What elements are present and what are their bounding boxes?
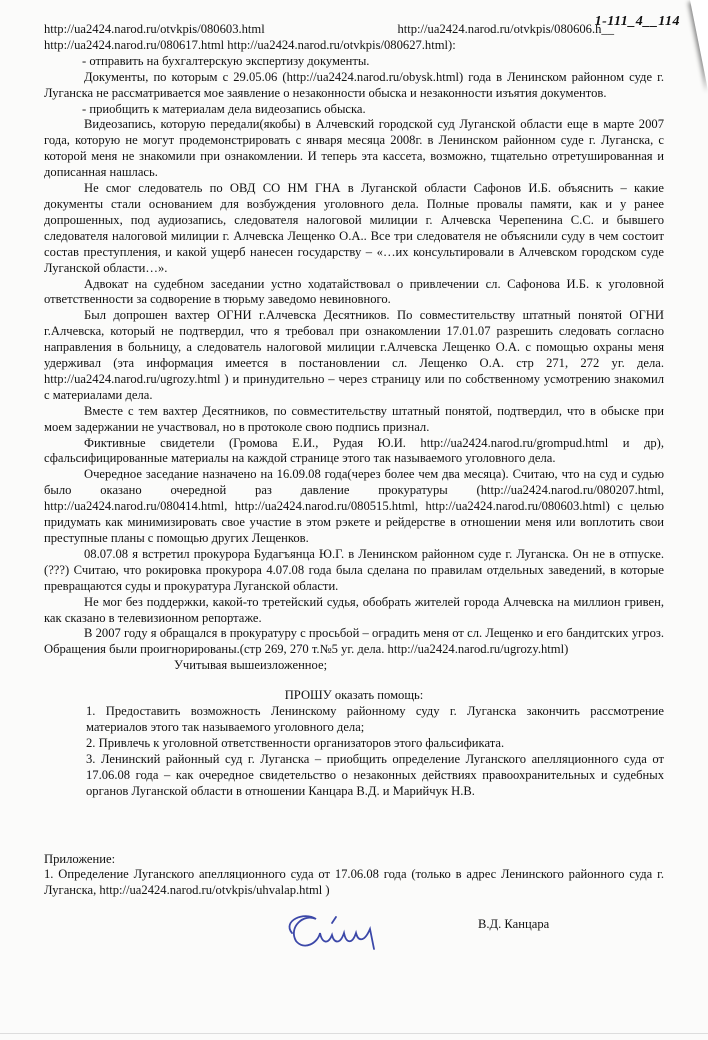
request-item-1: 1. Предоставить возможность Ленинскому районному суду г. Луганска закончить рассмотрение материалов этого так называемого уголовного дела; [86, 704, 664, 734]
spacer [44, 800, 664, 826]
bullet-video-recording: - приобщить к материалам дела видеозапись обыска. [82, 101, 366, 116]
considering-line: Учитывая вышеизложенное; [174, 658, 328, 673]
page-bottom-edge [0, 1033, 708, 1034]
signature-block [44, 903, 664, 973]
spacer [44, 826, 664, 852]
signature-name: В.Д. Канцара [478, 917, 550, 932]
request-title: ПРОШУ оказать помощь: [284, 688, 424, 703]
paragraph-watchman-signature: Вместе с тем вахтер Десятников, по совместительству штатный понятой, подтвердил, что в обыске при моем задержании не участвовал, но в протоколе свою подпись признал. [44, 403, 664, 434]
paragraph-lawyer: Адвокат на судебном заседании устно ходатайствовал о привлечении сл. Сафонова И.Б. к уголовной ответственности за содворение в тюрьму заведомо невиновного. [44, 276, 664, 307]
handwritten-signature [274, 903, 384, 963]
appendix-title: Приложение: [44, 851, 116, 866]
paragraph-investigator: Не смог следователь по ОВД СО НМ ГНА в Луганской области Сафонов И.Б. объяснить – какие документы стали основанием для возбуждения уголовного дела. Полные провалы памяти, как и у ранее допрошенных, под аудиозапись, следователя налоговой милиции г. Алчевска Черепенина С.С. и бывшего следователя налоговой милиции г. Алчевска Лещенко О.А.. Все три следователя не объяснили суду в чем состоит состав преступления, и какой ущерб нанесен государству – «…их консультировали в Алчевском городском суде Луганской области…». [44, 181, 664, 275]
paragraph-next-session: Очередное заседание назначено на 16.09.08 года(через более чем два месяца). Считаю, что на суд и судью было оказано очередной раз давление прокуратуры (http://ua2424.narod.ru/080207.html, http://ua2424.narod.ru/080414.html, http://ua2424.narod.ru/080515.html, http://ua2424.narod.ru/080603.html) с целью придумать как минимизировать свое участие в этом рэкете и рейдерстве в отношении меня или воплотить свои преступные планы с помощью других Лещенков. [44, 467, 664, 545]
header-link-right[interactable]: http://ua2424.narod.ru/otvkpis/080606.h__ [397, 22, 614, 36]
document-tag: 1-111_4__114 [594, 14, 680, 29]
spacer [44, 674, 664, 688]
document-body [44, 22, 664, 973]
folded-corner [690, 0, 708, 90]
header-links-line-1 [44, 22, 664, 38]
bullet-accounting-expertise: - отправить на бухгалтерскую экспертизу документы. [82, 53, 370, 68]
paragraph-judge: Не мог без поддержки, какой-то третейский судья, обобрать жителей города Алчевска на миллион гривен, как сказано в телевизионном репортаже. [44, 594, 664, 625]
paragraph-fictitious-witnesses: Фиктивные свидетели (Громова Е.И., Рудая Ю.И. http://ua2424.narod.ru/grompud.html и др), сфальсифицированные материалы на каждой странице этого так называемого уголовного дела. [44, 435, 664, 466]
header-link-left[interactable]: http://ua2424.narod.ru/otvkpis/080603.html [44, 22, 265, 36]
paragraph-documents: Документы, по которым с 29.05.06 (http://ua2424.narod.ru/obysk.html) года в Ленинском районном суде г. Луганска не рассматривается мое заявление о незаконности обыска и незаконности изъятия документов. [44, 69, 664, 100]
paragraph-watchman: Был допрошен вахтер ОГНИ г.Алчевска Десятников. По совместительству штатный понятой ОГНИ г.Алчевска, который не подтвердил, что я требовал при ознакомлении 17.01.07 разрешить следовать согласно направления в больницу, а следователь налоговой милиции г.Алчевска Лещенко О.А. с помощью охраны меня удерживал (эта информация имеется в постановлении сл. Лещенко О.А. стр 271, 272 уг. дела. http://ua2424.narod.ru/ugrozy.html ) и принудительно – через страницу или по собственному усмотрению знакомил с материалами дела. [44, 308, 664, 402]
request-item-3: 3. Ленинский районный суд г. Луганска – приобщить определение Луганского апелляционного суда от 17.06.08 года – как очередное свидетельство о незаконных действиях правоохранительных и судебных органов Луганской области в отношении Канцара В.Д. и Марийчук Н.В. [86, 751, 664, 798]
header-links-line-2[interactable]: http://ua2424.narod.ru/080617.html http://ua2424.narod.ru/otvkpis/080627.html): [44, 37, 456, 52]
appendix-item: 1. Определение Луганского апелляционного суда от 17.06.08 года (только в адрес Ленинского районного суда г. Луганска, http://ua2424.narod.ru/otvkpis/uhvalap.html ) [44, 867, 664, 898]
paragraph-video: Видеозапись, которую передали(якобы) в Алчевский городской суд Луганской области еще в марте 2007 года, которую не могут продемонстрировать с января месяца 2008г. в Ленинском районном суде г. Луганска, с которой меня не знакомили при ознакомлении. И теперь эта кассета, возможно, тщательно отретушированная и дописанная нашлась. [44, 117, 664, 180]
request-item-2: 2. Привлечь к уголовной ответственности организаторов этого фальсификата. [86, 735, 505, 750]
paragraph-2007-appeal: В 2007 году я обращался в прокуратуру с просьбой – оградить меня от сл. Лещенко и его бандитских угроз. Обращения были проигнорированы.(стр 269, 270 т.№5 уг. дела. http://ua2424.narod.ru/ugrozy.html) [44, 626, 664, 657]
paragraph-prosecutor: 08.07.08 я встретил прокурора Будагъянца Ю.Г. в Ленинском районном суде г. Луганска. Он не в отпуске.(???) Считаю, что рокировка прокурора 4.07.08 года была сделана по правилам отдельных заведений, в которые превращаются суды и прокуратура Луганской области. [44, 546, 664, 593]
